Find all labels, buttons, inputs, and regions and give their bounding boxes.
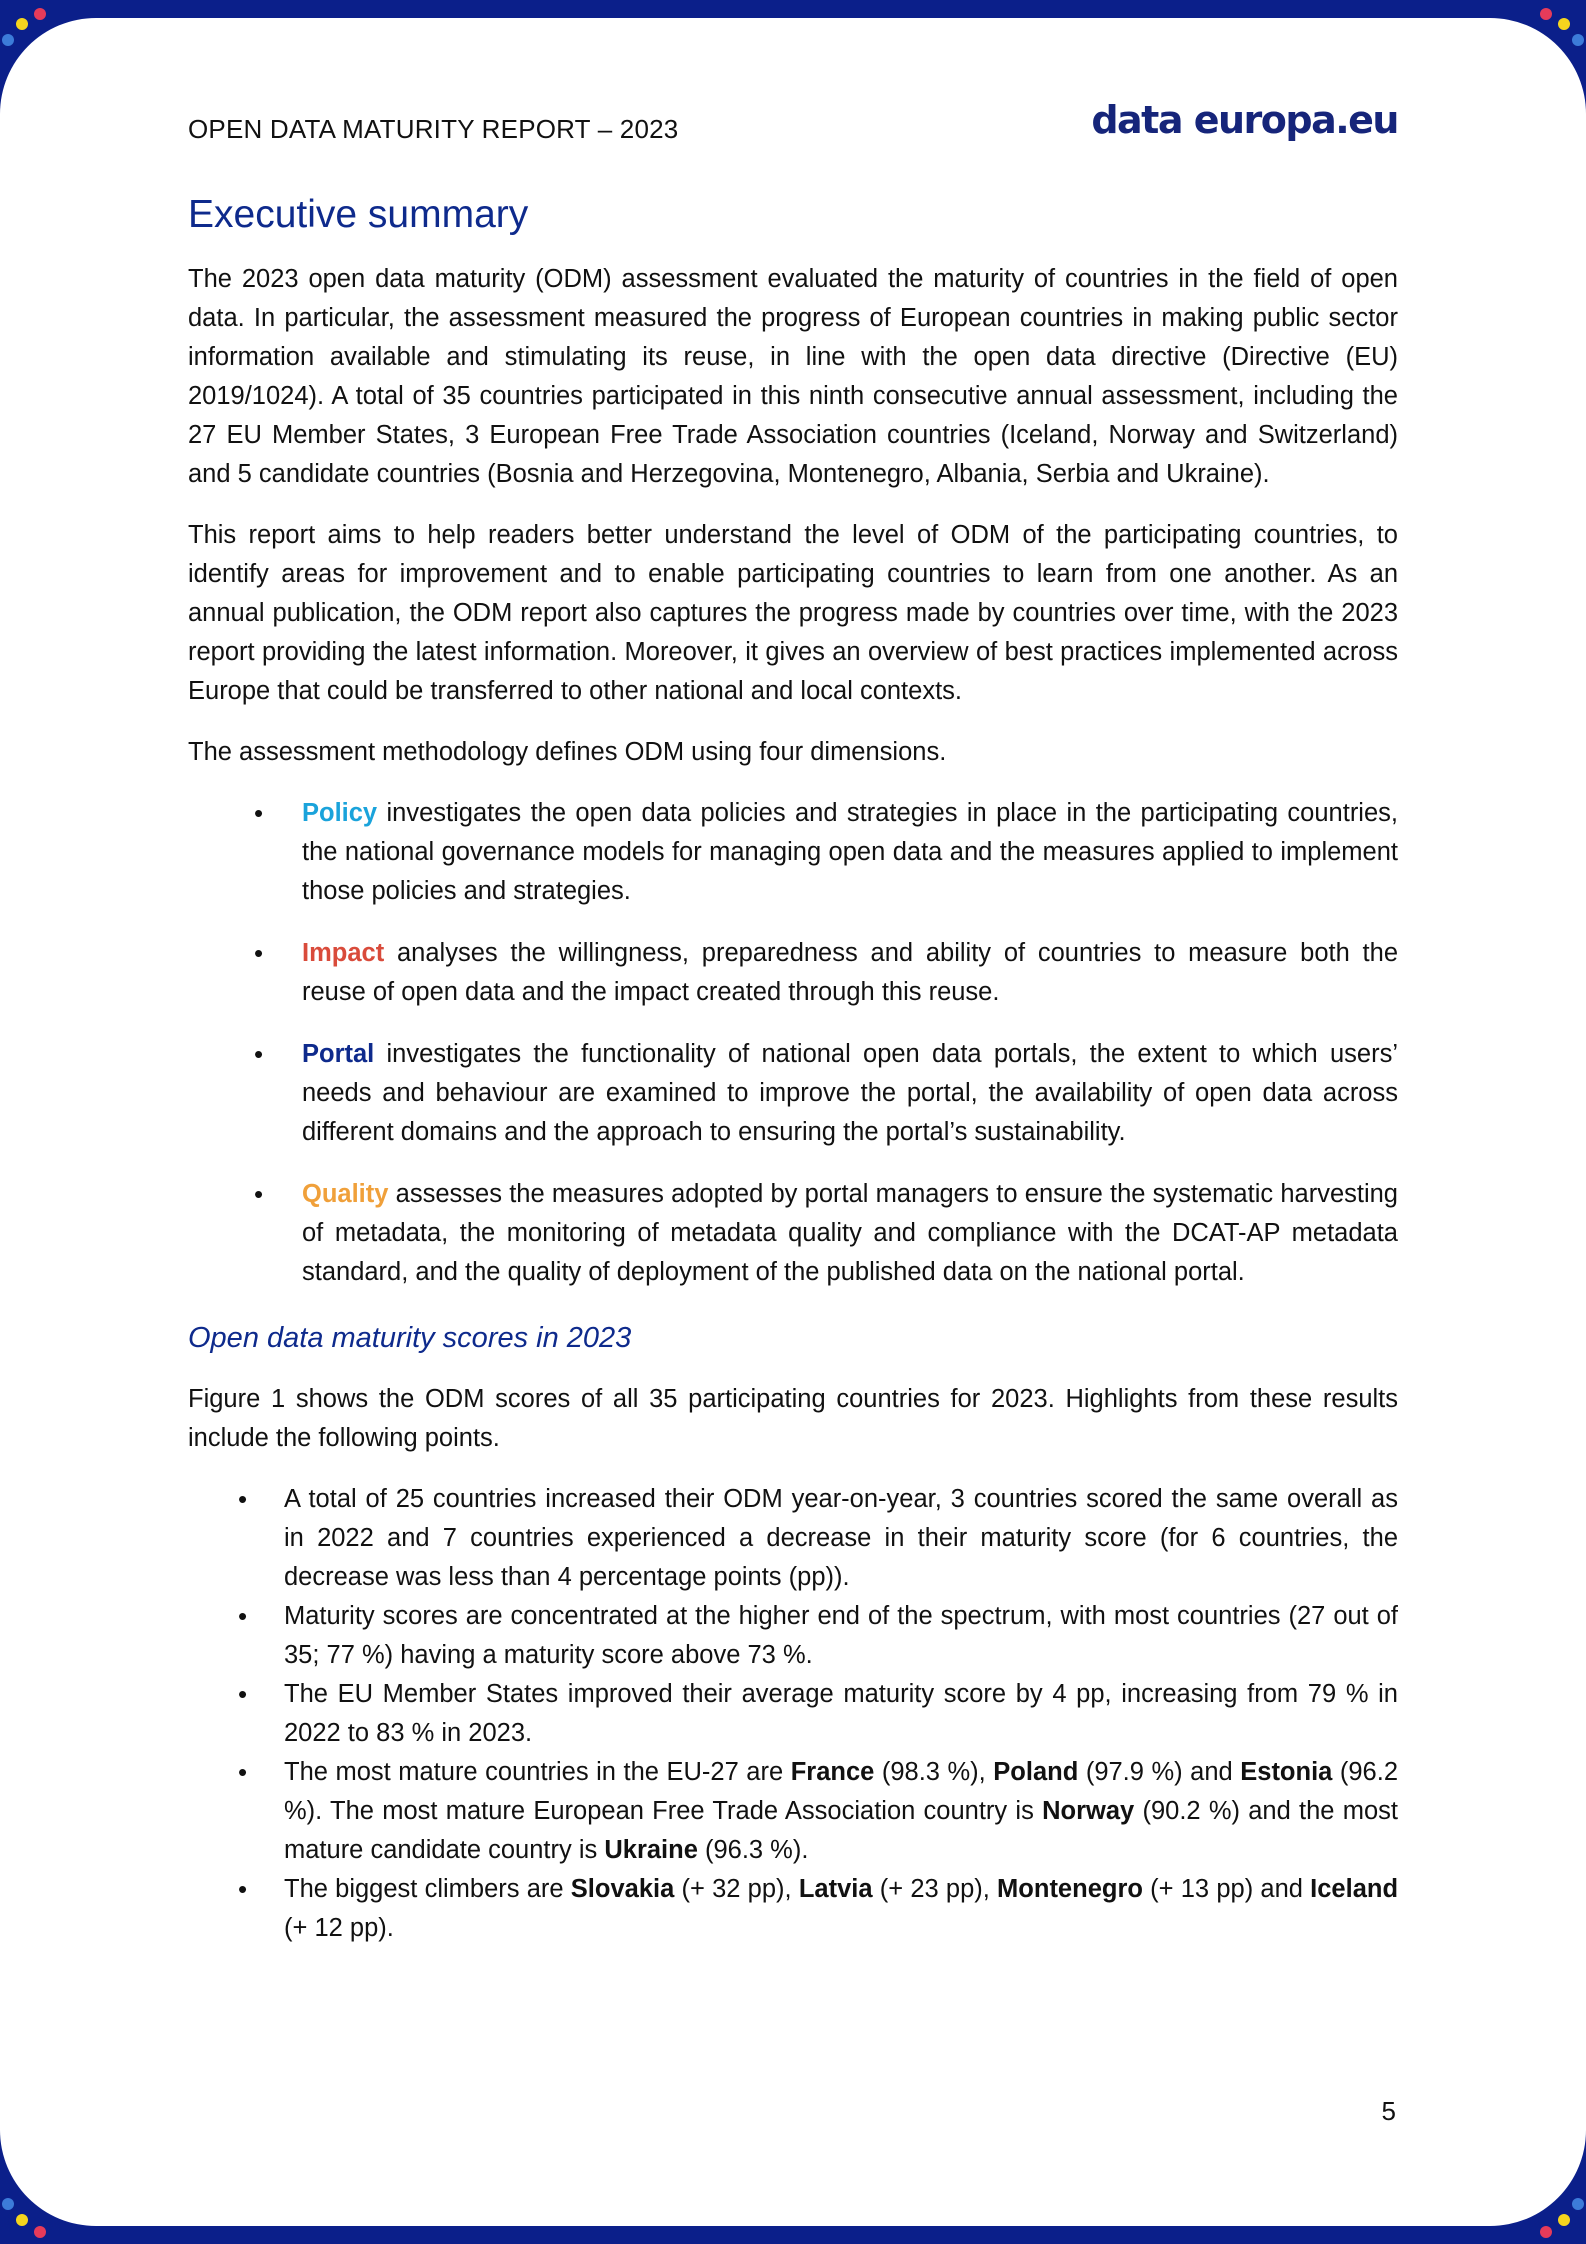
country-france: France — [790, 1758, 875, 1786]
text-span: (+ 12 pp). — [284, 1914, 394, 1942]
text-span: The biggest climbers are — [284, 1875, 571, 1903]
list-item-impact — [302, 934, 1398, 1012]
section-heading-executive-summary: Executive summary — [188, 193, 529, 236]
data-europa-logo: data europa.eu — [1091, 98, 1398, 142]
paragraph-report-aims: This report aims to help readers better understand the level of ODM of the participating countries, to identify areas for improvement and to enable participating countries to learn from one another. As an annual publication, the ODM report also captures the progress made by countries over time, with the 2023 report providing the latest information. Moreover, it gives an overview of best practices implemented across Europe that could be transferred to other national and local contexts. — [188, 521, 1398, 705]
text-span: (+ 32 pp), — [674, 1875, 799, 1903]
list-item-quality — [302, 1175, 1398, 1292]
keyword-quality: Quality — [302, 1180, 389, 1208]
text-span: (96.2 %). The most mature European Free Trade Association country is — [284, 1758, 1399, 1825]
text-span: (98.3 %), — [874, 1758, 994, 1786]
dimension-description: analyses the willingness, preparedness and ability of countries to measure both the reuse of open data and the impact created through this reuse. — [302, 939, 1398, 1006]
list-item-biggest-climbers — [284, 1870, 1398, 1948]
text-span: (97.9 %) and — [1078, 1758, 1241, 1786]
list-item-score-concentration: • Maturity scores are concentrated at the higher end of the spectrum, with most countries (27 out of 35; 77 %) having a maturity score above 73 %. — [284, 1597, 1398, 1675]
highlights-list — [188, 1480, 1398, 1948]
paragraph-methodology: The assessment methodology defines ODM using four dimensions. — [188, 738, 947, 766]
country-montenegro: Montenegro — [997, 1875, 1143, 1903]
report-title: OPEN DATA MATURITY REPORT – 2023 — [188, 114, 679, 144]
keyword-policy: Policy — [302, 799, 378, 827]
country-poland: Poland — [993, 1758, 1079, 1786]
subheading-odm-scores: Open data maturity scores in 2023 — [188, 1322, 632, 1354]
document-page — [0, 18, 1586, 2226]
list-item-portal — [302, 1035, 1398, 1152]
country-estonia: Estonia — [1240, 1758, 1333, 1786]
list-item-eu-average: • The EU Member States improved their average maturity score by 4 pp, increasing from 79 % in 2022 to 83 % in 2023. — [284, 1675, 1398, 1753]
text-span: The most mature countries in the EU-27 are — [284, 1758, 791, 1786]
dimensions-list — [188, 794, 1398, 1292]
keyword-impact: Impact — [302, 939, 385, 967]
country-latvia: Latvia — [798, 1875, 873, 1903]
paragraph-assessment-overview: The 2023 open data maturity (ODM) assessment evaluated the maturity of countries in the field of open data. In particular, the assessment measured the progress of European countries in making public sector information available and stimulating its reuse, in line with the open data directive (Directive (EU) 2019/1024). A total of 35 countries participated in this ninth consecutive annual assessment, including the 27 EU Member States, 3 European Free Trade Association countries (Iceland, Norway and Switzerland) and 5 candidate countries (Bosnia and Herzegovina, Montenegro, Albania, Serbia and Ukraine). — [188, 265, 1398, 488]
country-ukraine: Ukraine — [604, 1836, 698, 1864]
keyword-portal: Portal — [302, 1040, 375, 1068]
dimension-description: assesses the measures adopted by portal managers to ensure the systematic harvesting of metadata, the monitoring of metadata quality and compliance with the DCAT-AP metadata standard, and the quality of deployment of the published data on the national portal. — [302, 1180, 1398, 1286]
page-header — [188, 88, 1398, 148]
page-number: 5 — [1381, 2096, 1396, 2126]
text-span: (+ 23 pp), — [872, 1875, 998, 1903]
country-norway: Norway — [1042, 1797, 1135, 1825]
list-item-most-mature — [284, 1753, 1398, 1870]
dimension-description: investigates the functionality of national open data portals, the extent to which users’ needs and behaviour are examined to improve the portal, the availability of open data across different domains and the approach to ensuring the portal’s sustainability. — [302, 1040, 1398, 1146]
dimension-description: investigates the open data policies and strategies in place in the participating countries, the national governance models for managing open data and the measures applied to implement those policies and strategies. — [302, 799, 1398, 905]
country-iceland: Iceland — [1310, 1875, 1399, 1903]
text-span: (+ 13 pp) and — [1142, 1875, 1311, 1903]
country-slovakia: Slovakia — [570, 1875, 675, 1903]
list-item-countries-change: • A total of 25 countries increased their ODM year-on-year, 3 countries scored the same overall as in 2022 and 7 countries experienced a decrease in their maturity score (for 6 countries, the decrease was less than 4 percentage points (pp)). — [284, 1480, 1398, 1597]
text-span: (90.2 %) and the most mature candidate country is — [284, 1797, 1398, 1864]
text-span: (96.3 %). — [697, 1836, 809, 1864]
page-content — [188, 190, 1398, 1948]
paragraph-figure-intro: Figure 1 shows the ODM scores of all 35 participating countries for 2023. Highlights from these results include the following points. — [188, 1385, 1398, 1452]
list-item-policy — [302, 794, 1398, 911]
